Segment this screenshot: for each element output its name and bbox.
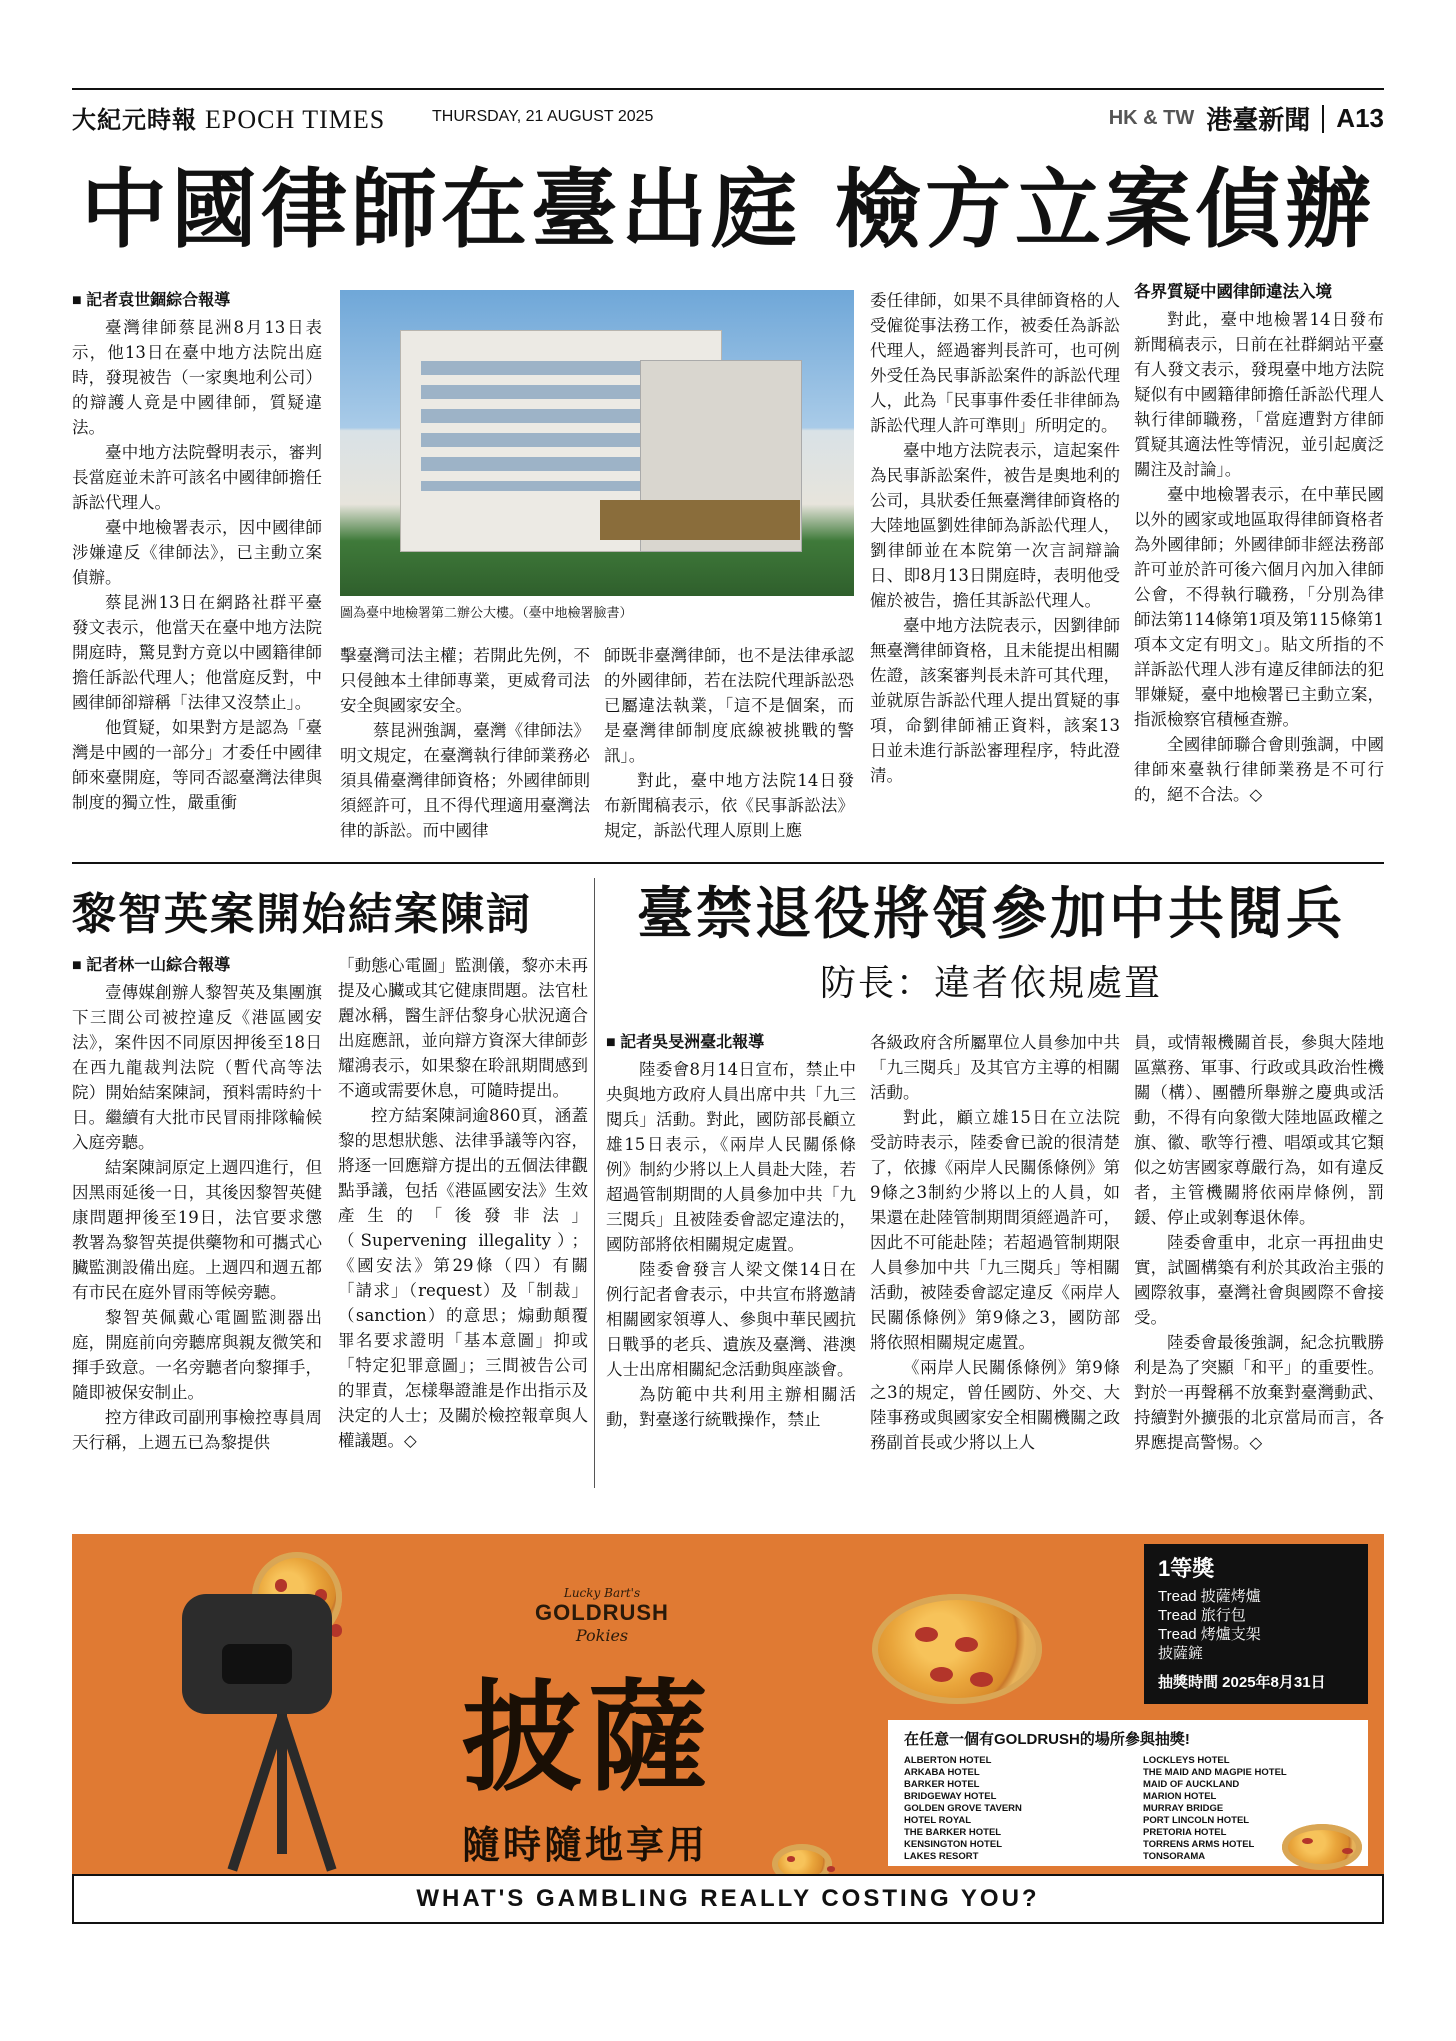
- story2-column-1: [72, 953, 322, 1455]
- paper-name: [72, 100, 385, 135]
- venue-item: GOLDEN GROVE TAVERN: [904, 1803, 1022, 1814]
- paragraph: 控方律政司副刑事檢控專員周天行稱，上週五已為黎提供: [72, 1408, 322, 1452]
- byline: ■ 記者吳旻洲臺北報導: [606, 1030, 856, 1055]
- venue-item: MURRAY BRIDGE: [1143, 1803, 1224, 1814]
- subhead: 各界質疑中國律師違法入境: [1134, 283, 1332, 301]
- venue-item: PORT LINCOLN HOTEL: [1143, 1815, 1250, 1826]
- venue-item: TORRENS ARMS HOTEL: [1143, 1839, 1255, 1850]
- venue-item: BRIDGEWAY HOTEL: [904, 1791, 997, 1802]
- goldrush-logo: [522, 1586, 682, 1645]
- byline: ■ 記者袁世錮綜合報導: [72, 288, 322, 313]
- pizza-image: [772, 1844, 832, 1874]
- story3-headline: 臺禁退役將領參加中共閱兵: [637, 881, 1345, 947]
- section-label: [1109, 100, 1384, 137]
- paper-name-cn: 大紀元時報: [72, 105, 197, 134]
- section-divider: [72, 862, 1384, 864]
- paragraph: 員，或情報機關首長，參與大陸地區黨務、軍事、行政或具政治性機關（構）、團體所舉辦之慶典或活動，不得有向象徵大陸地區政權之旗、徽、歌等行禮、唱頌或其它類似之妨害國家尊嚴行為，如有違反者，主管機關將依兩岸條例，罰鍰、停止或剝奪退休俸。: [1134, 1033, 1384, 1227]
- paragraph: 臺灣律師蔡昆洲8月13日表示，他13日在臺中地方法院出庭時，發現被告（一家奧地利公司）的辯護人竟是中國律師，質疑違法。: [72, 318, 322, 437]
- paper-name-en: EPOCH TIMES: [205, 105, 386, 134]
- venue-item: LOCKLEYS HOTEL: [1143, 1755, 1230, 1766]
- advertisement[interactable]: [72, 1534, 1384, 1874]
- story1-column-4: [870, 288, 1120, 788]
- ad-footer: WHAT'S GAMBLING REALLY COSTING YOU?: [72, 1874, 1384, 1924]
- paragraph: 師既非臺灣律師，也不是法律承認的外國律師，若在法院代理訴訟恐已屬違法執業，「這不是個案，而是臺灣律師制度底線被挑戰的警訊」。: [604, 646, 854, 765]
- venue-item: LAKES RESORT: [904, 1851, 979, 1862]
- venue-item: ARKABA HOTEL: [904, 1767, 980, 1778]
- venue-item: THE BARKER HOTEL: [904, 1827, 1002, 1838]
- prize-box: [1144, 1544, 1368, 1704]
- story3-column-1: [606, 1030, 856, 1432]
- venue-column-left: [904, 1755, 1113, 1863]
- byline: ■ 記者林一山綜合報導: [72, 953, 322, 978]
- ad-big-text: 披薩: [462, 1669, 714, 1808]
- region-label: HK & TW: [1108, 107, 1195, 129]
- venue-item: ALBERTON HOTEL: [904, 1755, 992, 1766]
- draw-date: 抽獎時間 2025年8月31日: [1158, 1674, 1326, 1691]
- venue-item: MAID OF AUCKLAND: [1143, 1779, 1240, 1790]
- story3-subheadline: 防長：違者依規處置: [819, 963, 1162, 1004]
- paragraph: 臺中地方法院聲明表示，審判長當庭並未許可該名中國律師擔任訴訟代理人。: [72, 443, 322, 512]
- prize-item: Tread 披薩烤爐: [1158, 1588, 1261, 1605]
- paragraph: 對此，顧立雄15日在立法院受訪時表示，陸委會已說的很清楚了，依據《兩岸人民關係條例》第9條之3制約少將以上的人員，如果還在赴陸管制期間須經過許可，因此不可能赴陸；若超過管制期限人員參加中共「九三閱兵」等相關活動，被陸委會認定違反《兩岸人民關係條例》第9條之3，國防部將依照相關規定處置。: [870, 1108, 1120, 1352]
- pizza-image: [1282, 1824, 1362, 1870]
- paragraph: 臺中地檢署表示，在中華民國以外的國家或地區取得律師資格者為外國律師；外國律師非經法務部許可並於許可後六個月內加入律師公會，不得執行職務，「分別為律師法第114條第1項及第115條第1項本文定有明文」。貼文所指的不詳訴訟代理人涉有違反律師法的犯罪嫌疑，臺中地檢署已主動立案，指派檢察官積極查辦。: [1134, 485, 1384, 729]
- paragraph: 臺中地檢署表示，因中國律師涉嫌違反《律師法》，已主動立案偵辦。: [72, 518, 322, 587]
- paragraph: 各級政府含所屬單位人員參加中共「九三閱兵」及其官方主導的相關活動。: [870, 1033, 1120, 1102]
- venue-list-title: 在任意一個有GOLDRUSH的場所參與抽獎!: [904, 1731, 1190, 1748]
- paragraph: 擊臺灣司法主權；若開此先例，不只侵蝕本土律師專業，更威脅司法安全與國家安全。: [340, 646, 590, 715]
- story3-column-2: [870, 1030, 1120, 1455]
- paragraph: 委任律師，如果不具律師資格的人受僱從事法務工作，被委任為訴訟代理人，經過審判長許可，也可例外受任為民事訴訟案件的訴訟代理人，此為「民事事件委任非律師為訴訟代理人許可準則」所明定的。: [870, 291, 1120, 435]
- paragraph: 控方結案陳詞逾860頁，涵蓋黎的思想狀態、法律爭議等內容，將逐一回應辯方提出的五個法律觀點爭議，包括《港區國安法》生效產生的「後發非法」（Supervening illegality）；《國安法》第29條（四）有關「請求」（request）及「制裁」（sanction）的意思；煽動顛覆罪名要求證明「基本意圖」抑或「特定犯罪意圖」；三間被告公司的罪責，怎樣舉證誰是作出指示及決定的人士；及關於檢控報章與人權議題。◇: [338, 1106, 588, 1450]
- prize-item: Tread 烤爐支架: [1158, 1626, 1261, 1643]
- paragraph: 對此，臺中地方法院14日發布新聞稿表示，依《民事訴訟法》規定，訴訟代理人原則上應: [604, 771, 854, 840]
- paragraph: 蔡昆洲強調，臺灣《律師法》明文規定，在臺灣執行律師業務必須具備臺灣律師資格；外國律師則須經許可，且不得代理適用臺灣法律的訴訟。而中國律: [340, 721, 590, 840]
- story3-column-3: [1134, 1030, 1384, 1455]
- paragraph: 陸委會重申，北京一再扭曲史實，試圖構築有利於其政治主張的國際敘事，臺灣社會與國際不會接受。: [1134, 1233, 1384, 1327]
- prize-item: 披薩鏟: [1158, 1645, 1204, 1662]
- story2-column-2: [338, 953, 588, 1453]
- prize-item: Tread 旅行包: [1158, 1607, 1246, 1624]
- section-name: 港臺新聞: [1206, 105, 1311, 135]
- paragraph: 陸委會8月14日宣布，禁止中央與地方政府人員出席中共「九三閱兵」活動。對此，國防部長顧立雄15日表示，《兩岸人民關係條例》制約少將以上人員赴大陸，若超過管制期間的人員參加中共「九三閱兵」且被陸委會認定違法的，國防部將依相關規定處置。: [606, 1060, 856, 1254]
- building-sign: [600, 500, 800, 540]
- paragraph: 對此，臺中地檢署14日發布新聞稿表示，日前在社群網站平臺有人發文表示，發現臺中地方法院疑似有中國籍律師擔任訴訟代理人執行律師職務，「當庭遭對方律師質疑其適法性等情況，並引起廣泛關注及討論」。: [1134, 310, 1384, 479]
- venue-item: HOTEL ROYAL: [904, 1815, 972, 1826]
- issue-date: THURSDAY, 21 AUGUST 2025: [432, 108, 654, 125]
- masthead: [72, 88, 1384, 138]
- venue-item: KENSINGTON HOTEL: [904, 1839, 1002, 1850]
- venue-item: TONSORAMA: [1143, 1851, 1206, 1862]
- paragraph: 壹傳媒創辦人黎智英及集團旗下三間公司被控違反《港區國安法》，案件因不同原因押後至18日在西九龍裁判法院（暫代高等法院）開始結案陳詞，預料需時約十日。繼續有大批市民冒雨排隊輪候入庭旁聽。: [72, 983, 322, 1152]
- pizza-image: [872, 1594, 1042, 1704]
- paragraph: 陸委會發言人梁文傑14日在例行記者會表示，中共宣布將邀請相關國家領導人、參與中華民國抗日戰爭的老兵、遺族及臺灣、港澳人士出席相關紀念活動與座談會。: [606, 1260, 856, 1379]
- paragraph: 臺中地方法院表示，這起案件為民事訴訟案件，被告是奧地利的公司，具狀委任無臺灣律師資格的大陸地區劉姓律師為訴訟代理人，劉律師並在本院第一次言詞辯論日、即8月13日開庭時，表明他受僱於被告，擔任其訴訟代理人。: [870, 441, 1120, 610]
- paragraph: 《兩岸人民關係條例》第9條之3的規定，曾任國防、外交、大陸事務或與國家安全相關機關之政務副首長或少將以上人: [870, 1358, 1120, 1452]
- paragraph: 「動態心電圖」監測儀，黎亦未再提及心臟或其它健康問題。法官杜麗冰稱，醫生評估黎身心狀況適合出庭應訊，並向辯方資深大律師彭耀鴻表示，如果黎在聆訊期間感到不適或需要休息，可隨時提出。: [338, 956, 588, 1100]
- paragraph: 結案陳詞原定上週四進行，但因黑雨延後一日，其後因黎智英健康問題押後至19日，法官要求懲教署為黎智英提供藥物和可攜式心臟監測設備出庭。上週四和週五都有市民在庭外冒雨等候旁聽。: [72, 1158, 322, 1302]
- story1-column-5: [1134, 280, 1384, 807]
- story2-headline: 黎智英案開始結案陳詞: [72, 889, 532, 940]
- venue-item: MARION HOTEL: [1143, 1791, 1217, 1802]
- paragraph: 他質疑，如果對方是認為「臺灣是中國的一部分」才委任中國律師來臺開庭，等同否認臺灣法律與制度的獨立性，嚴重衝: [72, 718, 322, 812]
- story1-column-3: [604, 643, 854, 843]
- main-headline: 中國律師在臺出庭 檢方立案偵辦: [81, 159, 1375, 260]
- brand-sub: Pokies: [575, 1626, 629, 1645]
- column-divider: [594, 878, 595, 1488]
- brand-name: GOLDRUSH: [535, 1600, 669, 1625]
- paragraph: 黎智英佩戴心電圖監測器出庭，開庭前向旁聽席與親友微笑和揮手致意。一名旁聽者向黎揮手，隨即被保安制止。: [72, 1308, 322, 1402]
- news-photo: [340, 290, 854, 596]
- story1-column-2: [340, 643, 590, 843]
- prize-title: 1等獎: [1158, 1556, 1215, 1581]
- paragraph: 臺中地方法院表示，因劉律師無臺灣律師資格，且未能提出相關佐證，該案審判長未許可其代理，並就原告訴訟代理人提出質疑的事項，命劉律師補正資料，該案13日並未進行訴訟審理程序，特此澄清。: [870, 616, 1120, 785]
- ad-tagline: 隨時隨地享用: [462, 1823, 709, 1867]
- venue-item: PRETORIA HOTEL: [1143, 1827, 1227, 1838]
- tripod-leg: [277, 1714, 287, 1854]
- photo-caption: 圖為臺中地檢署第二辦公大樓。（臺中地檢署臉書）: [340, 605, 633, 620]
- paragraph: 為防範中共利用主辦相關活動，對臺遂行統戰操作，禁止: [606, 1385, 856, 1429]
- venue-item: THE MAID AND MAGPIE HOTEL: [1143, 1767, 1287, 1778]
- paragraph: 陸委會最後強調，紀念抗戰勝利是為了突顯「和平」的重要性。對於一再聲稱不放棄對臺灣動武、持續對外擴張的北京當局而言，各界應提高警惕。◇: [1134, 1333, 1384, 1452]
- brand-top: Lucky Bart's: [563, 1586, 641, 1600]
- divider: [1322, 105, 1324, 133]
- pizza-oven-image: [182, 1594, 332, 1714]
- venue-item: BARKER HOTEL: [904, 1779, 980, 1790]
- paragraph: 全國律師聯合會則強調，中國律師來臺執行律師業務是不可行的，絕不合法。◇: [1134, 735, 1384, 804]
- paragraph: 蔡昆洲13日在網路社群平臺發文表示，他當天在臺中地方法院開庭時，驚見對方竟以中國籍律師擔任訴訟代理人；他當庭反對，中國律師卻辯稱「法律又沒禁止」。: [72, 593, 322, 712]
- page-number: A13: [1336, 103, 1384, 133]
- story1-column-1: [72, 288, 322, 815]
